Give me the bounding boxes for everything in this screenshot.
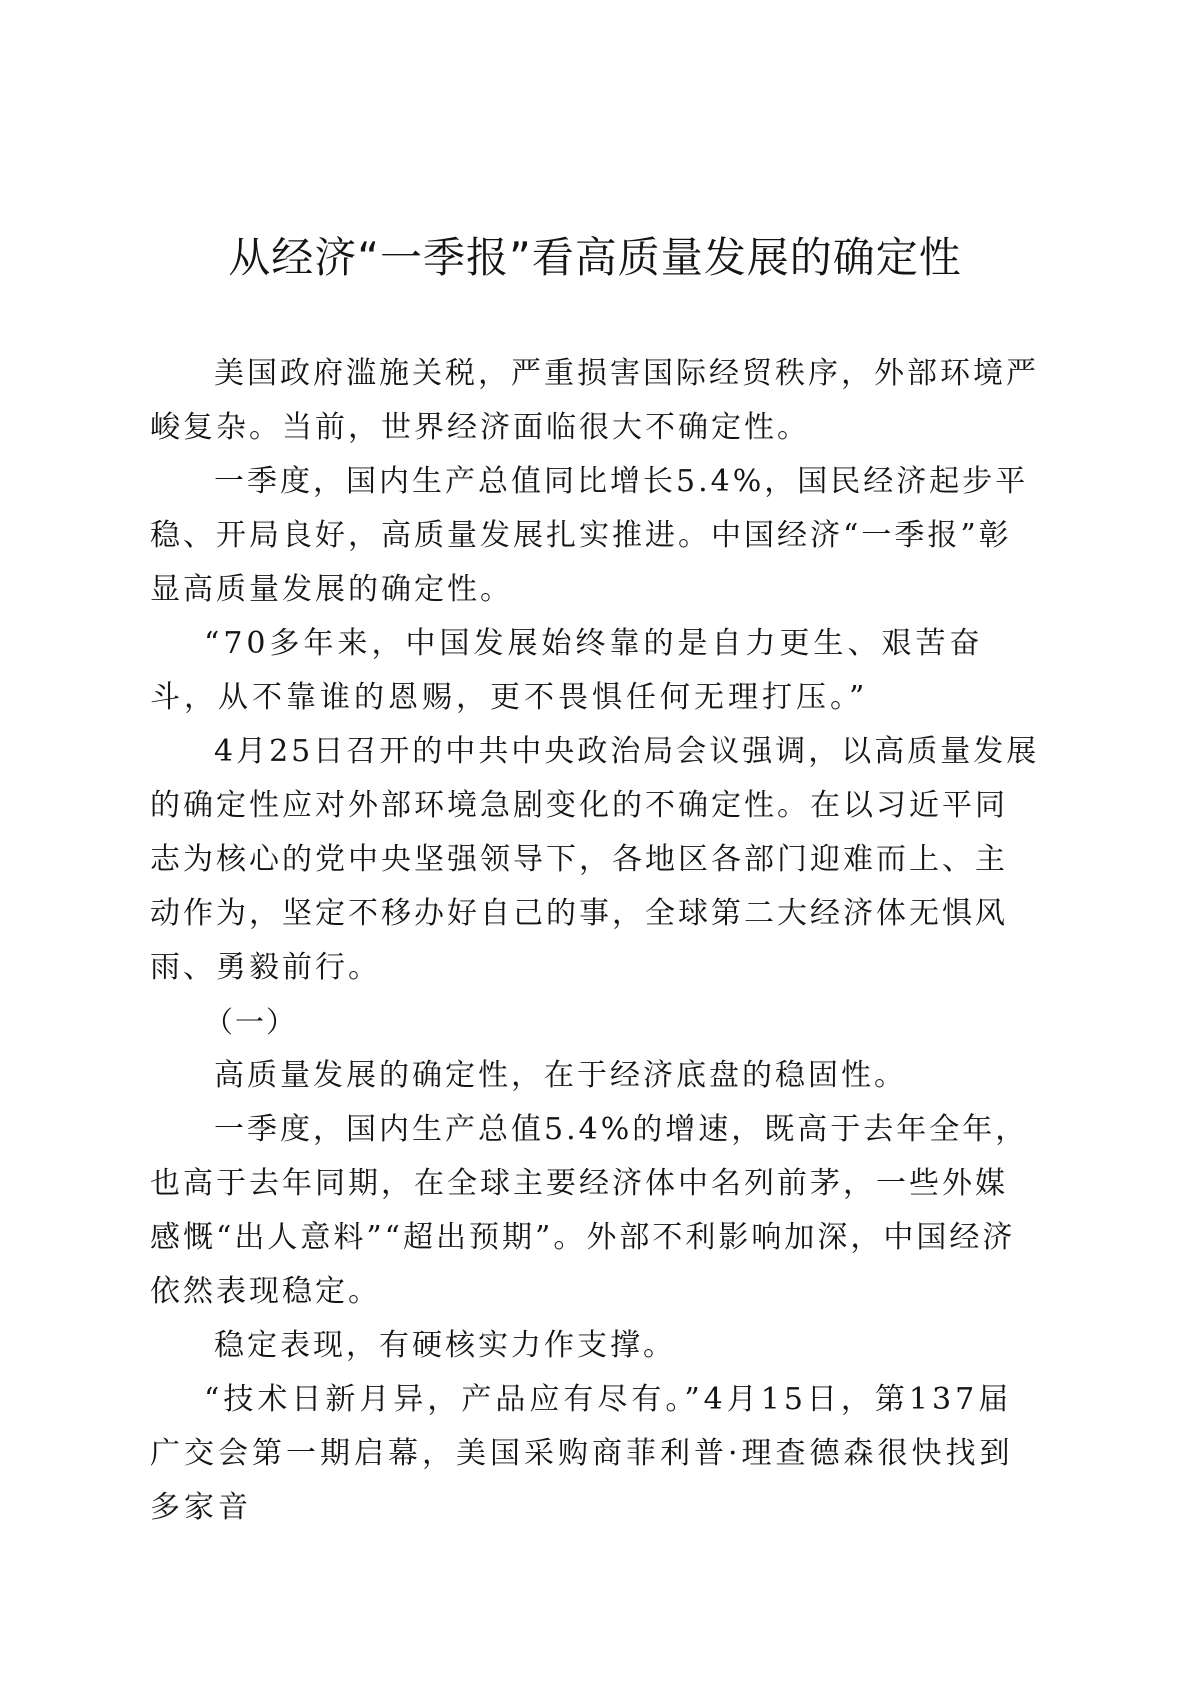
paragraph-economic-foundation: 高质量发展的确定性，在于经济底盘的稳固性。: [214, 1058, 907, 1093]
paragraph-canton-fair: “技术日新月异，产品应有尽有。”4月15日，第137届广交会第一期启幕，美国采购商菲利普·理查德森很快找到多家音: [150, 1382, 1014, 1525]
paragraph-politburo-meeting: 4月25日召开的中共中央政治局会议强调，以高质量发展的确定性应对外部环境急剧变化的不确定性。在以习近平同志为核心的党中央坚强领导下，各地区各部门迎难而上、主动作为，坚定不移办好自己的事，全球第二大经济体无惧风雨、勇毅前行。: [150, 734, 1040, 985]
paragraph-tariffs: 美国政府滥施关税，严重损害国际经贸秩序，外部环境严峻复杂。当前，世界经济面临很大不确定性。: [150, 356, 1039, 445]
section-heading-one: （一）: [204, 1005, 298, 1039]
paragraph-quote-self-reliance: “70多年来，中国发展始终靠的是自力更生、艰苦奋斗，从不靠谁的恩赐，更不畏惧任何无理打压。”: [150, 626, 984, 715]
paragraph-hard-strength: 稳定表现，有硬核实力作支撑。: [214, 1328, 676, 1363]
document-title: 从经济“一季报”看高质量发展的确定性: [228, 233, 962, 282]
paragraph-q1-growth: 一季度，国内生产总值同比增长5.4%，国民经济起步平稳、开局良好，高质量发展扎实推进。中国经济“一季报”彰显高质量发展的确定性。: [150, 464, 1029, 607]
paragraph-growth-comparison: 一季度，国内生产总值5.4%的增速，既高于去年全年，也高于去年同期，在全球主要经济体中名列前茅，一些外媒感慨“出人意料”“超出预期”。外部不利影响加深，中国经济依然表现稳定。: [150, 1112, 1029, 1309]
document-body: [150, 347, 1040, 1535]
